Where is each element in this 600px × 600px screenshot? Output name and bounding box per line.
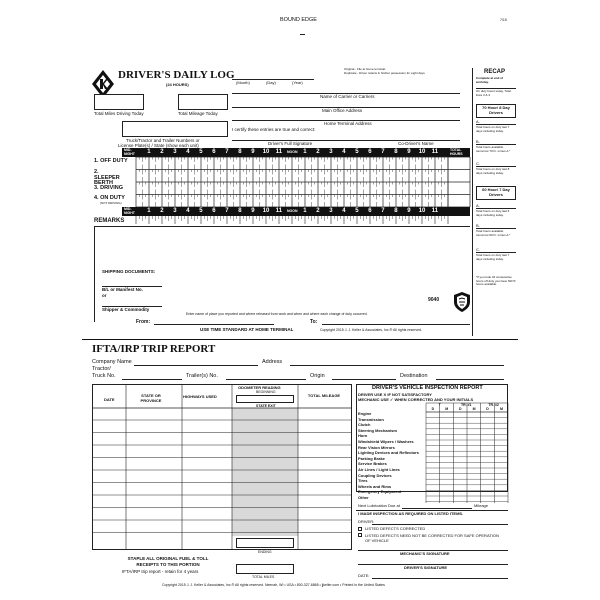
day-label: (Day) [266,80,276,85]
plate-label: License Plate(s) / State (show each unit) [118,143,199,148]
trailer-label: Trailer(s) No. [186,373,218,379]
total-miles-box[interactable] [94,94,144,110]
top-hour-17: 6 [368,149,372,156]
truck-no-label: Truck No. [92,373,116,379]
recap-c2-text: Total hours on duty last 7 days including today. [476,253,510,261]
inspection-item-10: Air Lines / Light Lines [358,467,400,472]
bottom-hour-12: 1 [303,208,307,215]
instruction-text: Enter name of place you reported and where released from work and when and where each change of duty occurred. [186,312,368,316]
on-duty-note: (NOT DRIVING) [100,201,122,205]
address-label: Address [262,359,283,365]
bottom-hour-20: 9 [407,208,411,215]
inspection-sub-col-2: D [458,407,462,411]
carrier-label: Name of Carrier or Carriers [320,94,375,99]
to-line [322,324,470,325]
signature-label: Driver's Full Signature [268,141,313,146]
top-hour-14: 3 [329,149,333,156]
bottom-hour-15: 4 [342,208,346,215]
top-hour-5: 6 [212,149,216,156]
bottom-hour-5: 6 [212,208,216,215]
bottom-hour-18: 7 [381,208,385,215]
top-hour-7: 8 [238,149,242,156]
col-state: STATE OR PROVINCE [140,393,162,403]
top-hour-11: NOON [287,149,298,154]
shipping-label: SHIPPING DOCUMENTS: [102,269,156,274]
total-miles-label: Total Miles Driving Today [94,111,144,116]
ending-label: ENDING [258,550,272,554]
bottom-hour-1: 2 [160,208,164,215]
corrected-checkbox[interactable] [358,527,362,531]
form-code: 7/15 [500,18,507,22]
bottom-hour-9: 10 [262,208,270,215]
recap-c: C. [476,161,480,166]
recap-title: RECAP [484,69,506,75]
recap-restart-text: *If you took 34 consecutive hours off duty you have 60/70 hours available. [476,275,516,286]
tractor-label: Tractor/ [92,366,111,372]
sixty-hour-label: 60 Hour/ 7 Day Drivers [482,187,510,197]
inspection-item-14: Emergency Equipment [358,489,402,495]
top-hour-12: 1 [303,149,307,156]
remarks-top-line [94,226,470,227]
top-hour-15: 4 [342,149,346,156]
corrected-label: LISTED DEFECTS CORRECTED [365,526,426,531]
truck-label: Truck/Tractor and Trailer Numbers or [126,138,200,143]
staple-note: STAPLE ALL ORIGINAL FUEL & TOLL RECEIPTS TO THIS PORTION [127,556,209,567]
original-note: Original - File at home terminal. [344,67,386,71]
driver-line[interactable] [372,524,508,525]
inspection-sub-col-0: D [431,407,435,411]
bl-label: B/L or Manifest No. [102,287,143,292]
inspection-item-0: Engine [358,411,372,416]
recap-divider [472,68,473,336]
recap-a2: A. [476,203,480,208]
daily-log-subtitle: (24 HOURS) [166,82,189,87]
top-hour-0: 1 [147,149,151,156]
driver-sig-label: DRIVER'S SIGNATURE [404,565,448,570]
beginning-label: BEGINNING [256,390,276,394]
inspection-item-3: Steering Mechanism [358,427,397,433]
driver-label: DRIVER: [358,519,375,524]
to-label: To: [310,319,318,325]
inspection-item-4: Horn [358,433,368,439]
status-on-duty: 4. ON DUTY [94,195,125,201]
bottom-hour-4: 5 [199,208,203,215]
remarks-label: REMARKS [94,218,125,224]
recap-b-text: Total hours available tomorrow 70 hr. minus A.* [476,145,511,153]
ending-box[interactable] [236,538,294,548]
total-hours-label: TOTAL HOURS [450,148,463,156]
bottom-hour-13: 2 [316,208,320,215]
total-mileage-box[interactable] [178,94,228,110]
office-label: Main Office Address [322,108,363,113]
recap-a2-text: Total hours on duty last 6 days including today. [476,209,510,217]
inspection-item-7: Lighting Devices and Reflectors [358,450,419,456]
duty-status-grid[interactable] [136,157,470,207]
inspection-sub-col-1: M [445,407,449,411]
total-miles-box-ifta[interactable] [236,564,294,574]
inspection-item-13: Wheels and Rims [358,483,392,489]
need-not-checkbox[interactable] [358,533,362,537]
state-exit-label: STATE EXIT [256,404,276,408]
midnight-label-top: MID-NIGHT [124,148,135,156]
bottom-hour-19: 8 [394,208,398,215]
company-label: Company Name [92,359,132,365]
month-label: (Month) [236,80,250,85]
shipper-label: Shipper & Commodity [102,307,150,312]
terminal-label: Home Terminal Address [324,121,372,126]
need-not-label: LISTED DEFECTS NEED NOT BE CORRECTED FOR SAFE OPERATION OF VEHICLE [365,533,499,543]
inspection-item-9: Service Brakes [358,461,387,467]
status-sleeper: 2. SLEEPER BERTH [94,169,120,186]
inspection-sub-col-5: M [499,407,503,411]
mileage-label: Mileage [474,503,489,508]
inspection-item-5: Windshield Wipers / Washers [358,439,414,444]
ifta-title: IFTA/IRP TRIP REPORT [92,343,216,355]
bottom-hour-6: 7 [225,208,229,215]
trailer-line[interactable] [226,379,306,380]
copyright-top: Copyright 2015 J. J. Keller & Associates, Inc.® All rights reserved. [320,328,422,332]
from-label: From: [136,319,151,325]
certify-label: I certify these entries are true and correct: [232,127,316,132]
recap-a-text: Total hours on duty last 7 days including today. [476,125,510,133]
recap-c-text: Total hours on duty last 8 days including today. [476,167,510,175]
midnight-label-bottom: MID-NIGHT [124,207,135,215]
inspection-item-2: Clutch [358,422,371,428]
recap-b2-text: Total hours available tomorrow 60 hr. minus A.* [476,229,511,237]
address-line[interactable] [290,365,504,366]
inspection-item-8: Parking Brake [358,455,385,461]
truck-numbers-box[interactable] [122,121,228,137]
col-odometer: ODOMETER READING [238,385,281,390]
lubrication-label: Next Lubrication Due at [358,503,400,508]
retain-note: IFTA/IRP trip report - retain for 4 years [122,569,199,574]
top-hour-6: 7 [225,149,229,156]
mechanic-sig-label: MECHANIC'S SIGNATURE [400,551,450,556]
form-number: 9040 [428,297,440,303]
col-total-mileage: TOTAL MILEAGE [307,393,341,398]
or-label: or [102,293,107,298]
col-date: DATE [104,397,115,402]
top-hour-13: 2 [316,149,320,156]
recap-subtitle: Complete at end of workday. [476,76,504,84]
top-hour-18: 7 [381,149,385,156]
inspection-col-group-1: TR. #1 [461,403,472,407]
inspection-col-group-2: TR. #2 [488,403,499,407]
remarks-ticks [136,216,470,224]
inspection-item-15: Other [358,495,369,500]
bottom-hour-3: 4 [186,208,190,215]
time-standard: USE TIME STANDARD AT HOME TERMINAL [200,327,294,332]
top-hour-4: 5 [199,149,203,156]
inspection-date-line[interactable] [372,578,508,579]
inspection-sub-col-4: D [486,407,489,411]
recap-on-duty-today: On duty hours today, Total lines 3 & 4 [476,89,511,97]
top-hour-8: 9 [251,149,255,156]
inspection-checkbox-grid[interactable] [426,403,508,503]
duplicate-note: Duplicate - Driver retains in his/her possession for eight days [344,71,425,75]
top-hour-1: 2 [160,149,164,156]
inspection-item-11: Coupling Devices [358,472,392,478]
inspection-line1: DRIVER USE X IF NOT SATISFACTORY [358,392,432,397]
made-inspection: I MADE INSPECTION AS REQUIRED ON LISTED ITEMS. [358,511,464,516]
inspection-col-group-0: T [438,403,441,407]
inspection-line2: MECHANIC USE ✓ WHEN CORRECTED AND YOUR INITIALS [358,397,474,402]
top-hour-20: 9 [407,149,411,156]
origin-label: Origin [310,373,325,379]
top-hour-22: 11 [431,149,439,156]
lubrication-line[interactable] [402,508,472,509]
keller-seal-icon [454,292,470,312]
top-hour-3: 4 [186,149,190,156]
status-off-duty: 1. OFF DUTY [94,158,128,164]
year-label: (Year) [292,80,303,85]
col-highways: HIGHWAYS USED [183,394,217,399]
from-line [154,324,274,325]
inspection-title: DRIVER'S VEHICLE INSPECTION REPORT [372,385,483,391]
section-divider [82,339,518,340]
edge-mark [300,34,305,35]
top-hour-16: 5 [355,149,359,156]
recap-c2: C. [476,247,480,252]
top-hour-9: 10 [262,149,270,156]
codriver-label: Co-Driver's Name [398,141,434,146]
seventy-hour-label: 70 Hour/ 8 Day Drivers [482,105,510,115]
bottom-hour-7: 8 [238,208,242,215]
bottom-hour-21: 10 [418,208,426,215]
top-hour-19: 8 [394,149,398,156]
inspection-sub-col-3: M [472,407,476,411]
footer-copyright: Copyright 2015 J. J. Keller & Associates, Inc.® All rights reserved. Neenah, WI • USA • 800-327-6868 • jjkeller.com • Printed in the United States [162,583,385,587]
inspection-item-1: Transmission [358,416,384,422]
truck-no-line[interactable] [122,379,182,380]
destination-label: Destination [400,373,428,379]
status-driving: 3. DRIVING [94,185,124,191]
top-hour-2: 3 [173,149,177,156]
bound-edge-label: BOUND EDGE [280,17,317,23]
bottom-hour-17: 6 [368,208,372,215]
daily-log-title: DRIVER'S DAILY LOG [118,69,235,81]
company-line[interactable] [134,365,258,366]
bottom-hour-14: 3 [329,208,333,215]
top-hour-21: 10 [418,149,426,156]
bottom-hour-10: 11 [275,208,283,215]
remarks-left-edge [94,226,95,322]
recap-b2: B. [476,223,480,228]
recap-b: B. [476,139,480,144]
bottom-hour-2: 3 [173,208,177,215]
top-hour-10: 11 [275,149,283,156]
bottom-hour-0: 1 [147,208,151,215]
total-miles-label-ifta: TOTAL MILES [252,575,275,579]
origin-line[interactable] [332,379,396,380]
bottom-hour-8: 9 [251,208,255,215]
bottom-hour-11: NOON [287,208,298,213]
recap-a: A. [476,119,480,124]
total-mileage-label: Total Mileage Today [178,111,218,116]
log-form-page [82,8,518,592]
inspection-item-12: Tires [358,478,368,484]
inspection-date-label: DATE: [358,573,370,578]
inspection-item-6: Rear Vision Mirrors [358,444,395,450]
trip-table-grid[interactable] [92,384,352,550]
destination-line[interactable] [436,379,504,380]
bottom-hour-22: 11 [431,208,439,215]
bottom-hour-16: 5 [355,208,359,215]
